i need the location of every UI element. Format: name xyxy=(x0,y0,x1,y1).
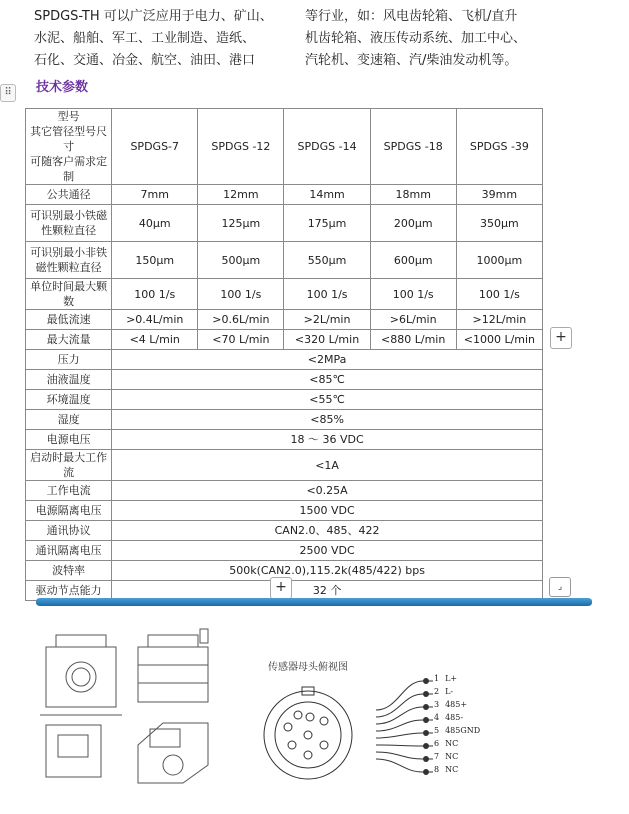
row-label-cell[interactable]: 公共通径 xyxy=(26,185,112,205)
merged-value-cell[interactable]: <0.25A xyxy=(112,481,543,501)
wire-terminal xyxy=(423,769,429,775)
header-label-line: 型号 xyxy=(57,110,80,123)
dimension-drawing xyxy=(38,625,238,785)
table-row xyxy=(26,310,543,330)
value-cell[interactable]: 100 1/s xyxy=(198,279,284,310)
intro-text-right xyxy=(305,6,605,72)
value-cell[interactable]: 7mm xyxy=(112,185,198,205)
value-cell[interactable]: <1000 L/min xyxy=(456,330,542,350)
intro-line: 等行业，如：风电齿轮箱、飞机/直升 xyxy=(305,9,518,24)
wire-terminal xyxy=(423,717,429,723)
value-cell[interactable]: 550μm xyxy=(284,242,370,279)
pin-signal: NC xyxy=(445,765,459,774)
pin-number: 4 xyxy=(434,713,440,722)
merged-value-cell[interactable]: 18 ～ 36 VDC xyxy=(112,430,543,450)
intro-text-left xyxy=(34,6,279,72)
value-cell[interactable]: 12mm xyxy=(198,185,284,205)
pin-signal: 485- xyxy=(445,713,464,722)
header-label-cell[interactable] xyxy=(26,109,112,185)
pin-number: 2 xyxy=(434,687,440,696)
table-header-row xyxy=(26,109,543,185)
table-row xyxy=(26,390,543,410)
row-label-cell[interactable]: 启动时最大工作流 xyxy=(26,450,112,481)
table-row xyxy=(26,430,543,450)
value-cell[interactable]: 175μm xyxy=(284,205,370,242)
row-label-cell[interactable]: 湿度 xyxy=(26,410,112,430)
value-cell[interactable]: 600μm xyxy=(370,242,456,279)
pin-label xyxy=(434,765,458,774)
model-header-cell[interactable]: SPDGS -12 xyxy=(198,109,284,185)
row-label-cell[interactable]: 电源隔离电压 xyxy=(26,501,112,521)
pin-label xyxy=(434,752,458,761)
spec-table[interactable] xyxy=(25,108,543,601)
merged-value-cell[interactable]: <85% xyxy=(112,410,543,430)
wire-terminal xyxy=(423,704,429,710)
value-cell[interactable]: 1000μm xyxy=(456,242,542,279)
value-cell[interactable]: 39mm xyxy=(456,185,542,205)
row-label-cell[interactable]: 最大流量 xyxy=(26,330,112,350)
row-label-cell[interactable]: 波特率 xyxy=(26,561,112,581)
row-label-cell[interactable]: 通讯隔离电压 xyxy=(26,541,112,561)
merged-value-cell[interactable]: 2500 VDC xyxy=(112,541,543,561)
wire-terminal xyxy=(423,678,429,684)
value-cell[interactable]: 100 1/s xyxy=(284,279,370,310)
intro-line: 水泥、船舶、军工、工业制造、造纸、 xyxy=(34,31,256,46)
merged-value-cell[interactable]: CAN2.0、485、422 xyxy=(112,521,543,541)
merged-value-cell[interactable]: 500k(CAN2.0),115.2k(485/422) bps xyxy=(112,561,543,581)
row-label-cell[interactable]: 环境温度 xyxy=(26,390,112,410)
merged-value-cell[interactable]: <1A xyxy=(112,450,543,481)
value-cell[interactable]: <320 L/min xyxy=(284,330,370,350)
add-column-button[interactable]: + xyxy=(550,327,572,349)
intro-line: 石化、交通、冶金、航空、油田、港口 xyxy=(34,53,256,68)
intro-line: SPDGS-TH 可以广泛应用于电力、矿山、 xyxy=(34,9,273,24)
row-label-cell[interactable]: 驱动节点能力 xyxy=(26,581,112,601)
wire-terminal xyxy=(423,730,429,736)
table-row xyxy=(26,501,543,521)
merged-value-cell[interactable]: <55℃ xyxy=(112,390,543,410)
resize-corner-icon[interactable]: ⌟ xyxy=(549,577,571,597)
header-label-line: 可随客户需求定制 xyxy=(30,155,108,183)
table-row xyxy=(26,330,543,350)
pin-signal: L- xyxy=(445,687,454,696)
section-title: 技术参数 xyxy=(36,80,89,95)
model-header-cell[interactable]: SPDGS -39 xyxy=(456,109,542,185)
model-header-cell[interactable]: SPDGS -18 xyxy=(370,109,456,185)
pin-label xyxy=(434,700,467,709)
value-cell[interactable]: 100 1/s xyxy=(112,279,198,310)
value-cell[interactable]: 500μm xyxy=(198,242,284,279)
row-label-cell[interactable]: 通讯协议 xyxy=(26,521,112,541)
table-row xyxy=(26,370,543,390)
row-label-cell[interactable]: 工作电流 xyxy=(26,481,112,501)
value-cell[interactable]: >6L/min xyxy=(370,310,456,330)
pin-label xyxy=(434,674,457,683)
wire-terminal xyxy=(423,756,429,762)
pin-number: 5 xyxy=(434,726,440,735)
value-cell[interactable]: <880 L/min xyxy=(370,330,456,350)
table-row xyxy=(26,521,543,541)
value-cell[interactable]: >0.6L/min xyxy=(198,310,284,330)
wire-terminal xyxy=(423,743,429,749)
intro-line: 机齿轮箱、液压传动系统、加工中心、 xyxy=(305,31,527,46)
model-header-cell[interactable]: SPDGS-7 xyxy=(112,109,198,185)
value-cell[interactable]: 100 1/s xyxy=(456,279,542,310)
value-cell[interactable]: 150μm xyxy=(112,242,198,279)
table-row xyxy=(26,450,543,481)
wire-terminal xyxy=(423,691,429,697)
pin-label xyxy=(434,713,463,722)
table-row xyxy=(26,481,543,501)
table-row xyxy=(26,350,543,370)
pin-number: 1 xyxy=(434,674,440,683)
pin-label xyxy=(434,687,453,696)
value-cell[interactable]: 100 1/s xyxy=(370,279,456,310)
add-row-button[interactable]: + xyxy=(270,577,292,599)
merged-value-cell[interactable]: <85℃ xyxy=(112,370,543,390)
value-cell[interactable]: <70 L/min xyxy=(198,330,284,350)
merged-value-cell[interactable]: <2MPa xyxy=(112,350,543,370)
dimension-drawing-svg xyxy=(38,625,238,785)
table-row xyxy=(26,205,543,242)
value-cell[interactable]: 350μm xyxy=(456,205,542,242)
merged-value-cell[interactable]: 32 个 xyxy=(112,581,543,601)
table-row xyxy=(26,242,543,279)
table-row xyxy=(26,185,543,205)
value-cell[interactable]: >2L/min xyxy=(284,310,370,330)
row-label-cell[interactable]: 可识别最小非铁磁性颗粒直径 xyxy=(26,242,112,279)
pin-number: 6 xyxy=(434,739,440,748)
row-label-cell[interactable]: 可识别最小铁磁性颗粒直径 xyxy=(26,205,112,242)
pin-signal: NC xyxy=(445,752,459,761)
pin-number: 8 xyxy=(434,765,440,774)
row-label-cell[interactable]: 单位时间最大颗数 xyxy=(26,279,112,310)
connector-svg xyxy=(258,625,598,790)
table-row xyxy=(26,279,543,310)
row-label-cell[interactable]: 压力 xyxy=(26,350,112,370)
divider-band xyxy=(36,598,592,606)
connector-title: 传感器母头俯视图 xyxy=(268,662,348,673)
value-cell[interactable]: 14mm xyxy=(284,185,370,205)
value-cell[interactable]: 18mm xyxy=(370,185,456,205)
pin-signal: NC xyxy=(445,739,459,748)
pin-label xyxy=(434,739,458,748)
value-cell[interactable]: <4 L/min xyxy=(112,330,198,350)
pin-number: 7 xyxy=(434,752,440,761)
pin-signal: 485GND xyxy=(445,726,481,735)
row-label-cell[interactable]: 最低流速 xyxy=(26,310,112,330)
drag-handle-icon[interactable]: ⠿ xyxy=(0,84,16,102)
value-cell[interactable]: 200μm xyxy=(370,205,456,242)
value-cell[interactable]: 125μm xyxy=(198,205,284,242)
table-row xyxy=(26,410,543,430)
pin-number: 3 xyxy=(434,700,440,709)
intro-line: 汽轮机、变速箱、汽/柴油发动机等。 xyxy=(305,53,518,68)
model-header-cell[interactable]: SPDGS -14 xyxy=(284,109,370,185)
value-cell[interactable]: 40μm xyxy=(112,205,198,242)
pin-signal: 485+ xyxy=(445,700,468,709)
table-row xyxy=(26,541,543,561)
value-cell[interactable]: >12L/min xyxy=(456,310,542,330)
merged-value-cell[interactable]: 1500 VDC xyxy=(112,501,543,521)
pin-signal: L+ xyxy=(445,674,458,683)
pin-label xyxy=(434,726,480,735)
value-cell[interactable]: >0.4L/min xyxy=(112,310,198,330)
row-label-cell[interactable]: 油液温度 xyxy=(26,370,112,390)
row-label-cell[interactable]: 电源电压 xyxy=(26,430,112,450)
header-label-line: 其它管径型号尺寸 xyxy=(30,125,108,153)
